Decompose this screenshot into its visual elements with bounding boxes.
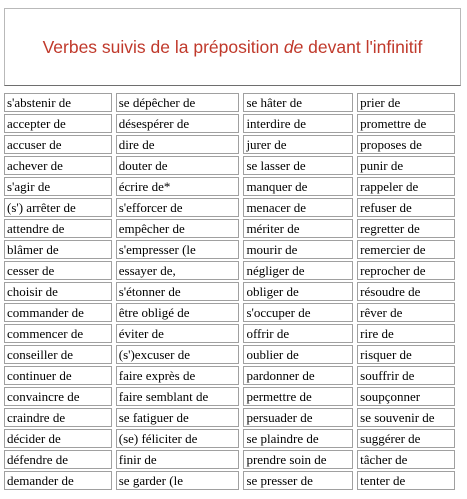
table-row xyxy=(4,429,455,448)
verb-cell: écrire de* xyxy=(116,177,240,196)
verb-cell: s'occuper de xyxy=(243,303,353,322)
verb-cell: risquer de xyxy=(357,345,455,364)
table-row xyxy=(4,240,455,259)
verb-cell: blâmer de xyxy=(4,240,112,259)
verb-table xyxy=(0,91,459,492)
title-box xyxy=(4,8,461,86)
verb-cell: rêver de xyxy=(357,303,455,322)
verb-cell: conseiller de xyxy=(4,345,112,364)
table-row xyxy=(4,387,455,406)
table-row xyxy=(4,366,455,385)
verb-cell: promettre de xyxy=(357,114,455,133)
verb-cell: s'agir de xyxy=(4,177,112,196)
verb-cell: menacer de xyxy=(243,198,353,217)
verb-cell: choisir de xyxy=(4,282,112,301)
verb-cell: s'efforcer de xyxy=(116,198,240,217)
verb-cell: rappeler de xyxy=(357,177,455,196)
verb-cell: attendre de xyxy=(4,219,112,238)
verb-cell: se plaindre de xyxy=(243,429,353,448)
verb-cell: manquer de xyxy=(243,177,353,196)
verb-cell: commencer de xyxy=(4,324,112,343)
verb-cell: reprocher de xyxy=(357,261,455,280)
verb-cell: permettre de xyxy=(243,387,353,406)
verb-cell: finir de xyxy=(116,450,240,469)
verb-cell: regretter de xyxy=(357,219,455,238)
verb-cell: s'abstenir de xyxy=(4,93,112,112)
table-row xyxy=(4,303,455,322)
verb-cell: faire exprès de xyxy=(116,366,240,385)
verb-cell: se presser de xyxy=(243,471,353,490)
verb-cell: tâcher de xyxy=(357,450,455,469)
table-row xyxy=(4,345,455,364)
verb-cell: souffrir de xyxy=(357,366,455,385)
verb-table-body xyxy=(4,93,455,490)
verb-cell: persuader de xyxy=(243,408,353,427)
verb-cell: se hâter de xyxy=(243,93,353,112)
verb-cell: être obligé de xyxy=(116,303,240,322)
table-row xyxy=(4,282,455,301)
verb-cell: remercier de xyxy=(357,240,455,259)
verb-cell: pardonner de xyxy=(243,366,353,385)
verb-cell: (s')excuser de xyxy=(116,345,240,364)
verb-cell: soupçonner xyxy=(357,387,455,406)
verb-cell: continuer de xyxy=(4,366,112,385)
verb-cell: obliger de xyxy=(243,282,353,301)
verb-cell: négliger de xyxy=(243,261,353,280)
verb-cell: jurer de xyxy=(243,135,353,154)
verb-cell: (se) féliciter de xyxy=(116,429,240,448)
table-row xyxy=(4,219,455,238)
verb-cell: se garder (le xyxy=(116,471,240,490)
table-row xyxy=(4,114,455,133)
verb-cell: faire semblant de xyxy=(116,387,240,406)
verb-cell: offrir de xyxy=(243,324,353,343)
verb-cell: prier de xyxy=(357,93,455,112)
verb-cell: s'étonner de xyxy=(116,282,240,301)
verb-cell: oublier de xyxy=(243,345,353,364)
verb-cell: se dépêcher de xyxy=(116,93,240,112)
verb-cell: (s') arrêter de xyxy=(4,198,112,217)
verb-cell: proposes de xyxy=(357,135,455,154)
verb-cell: se lasser de xyxy=(243,156,353,175)
table-row xyxy=(4,450,455,469)
verb-cell: éviter de xyxy=(116,324,240,343)
verb-cell: suggérer de xyxy=(357,429,455,448)
verb-cell: commander de xyxy=(4,303,112,322)
verb-cell: refuser de xyxy=(357,198,455,217)
table-row xyxy=(4,156,455,175)
verb-cell: mourir de xyxy=(243,240,353,259)
verb-cell: cesser de xyxy=(4,261,112,280)
table-row xyxy=(4,135,455,154)
verb-cell: convaincre de xyxy=(4,387,112,406)
verb-cell: accuser de xyxy=(4,135,112,154)
table-row xyxy=(4,408,455,427)
verb-cell: dire de xyxy=(116,135,240,154)
verb-cell: essayer de, xyxy=(116,261,240,280)
verb-cell: punir de xyxy=(357,156,455,175)
table-row xyxy=(4,93,455,112)
title-after: devant l'infinitif xyxy=(303,36,423,57)
table-row xyxy=(4,261,455,280)
verb-cell: résoudre de xyxy=(357,282,455,301)
verb-cell: se fatiguer de xyxy=(116,408,240,427)
table-row xyxy=(4,471,455,490)
table-row xyxy=(4,198,455,217)
verb-cell: s'empresser (le xyxy=(116,240,240,259)
verb-cell: demander de xyxy=(4,471,112,490)
verb-cell: défendre de xyxy=(4,450,112,469)
title-emphasis: de xyxy=(283,36,304,57)
verb-cell: douter de xyxy=(116,156,240,175)
verb-sheet xyxy=(4,8,463,495)
verb-cell: accepter de xyxy=(4,114,112,133)
verb-cell: craindre de xyxy=(4,408,112,427)
verb-cell: tenter de xyxy=(357,471,455,490)
verb-cell: achever de xyxy=(4,156,112,175)
verb-cell: décider de xyxy=(4,429,112,448)
verb-cell: empêcher de xyxy=(116,219,240,238)
verb-cell: mériter de xyxy=(243,219,353,238)
verb-cell: interdire de xyxy=(243,114,353,133)
table-row xyxy=(4,177,455,196)
verb-cell: se souvenir de xyxy=(357,408,455,427)
page-title xyxy=(43,37,423,58)
verb-cell: prendre soin de xyxy=(243,450,353,469)
table-row xyxy=(4,324,455,343)
verb-cell: rire de xyxy=(357,324,455,343)
title-before: Verbes suivis de la préposition xyxy=(42,36,284,57)
verb-cell: désespérer de xyxy=(116,114,240,133)
